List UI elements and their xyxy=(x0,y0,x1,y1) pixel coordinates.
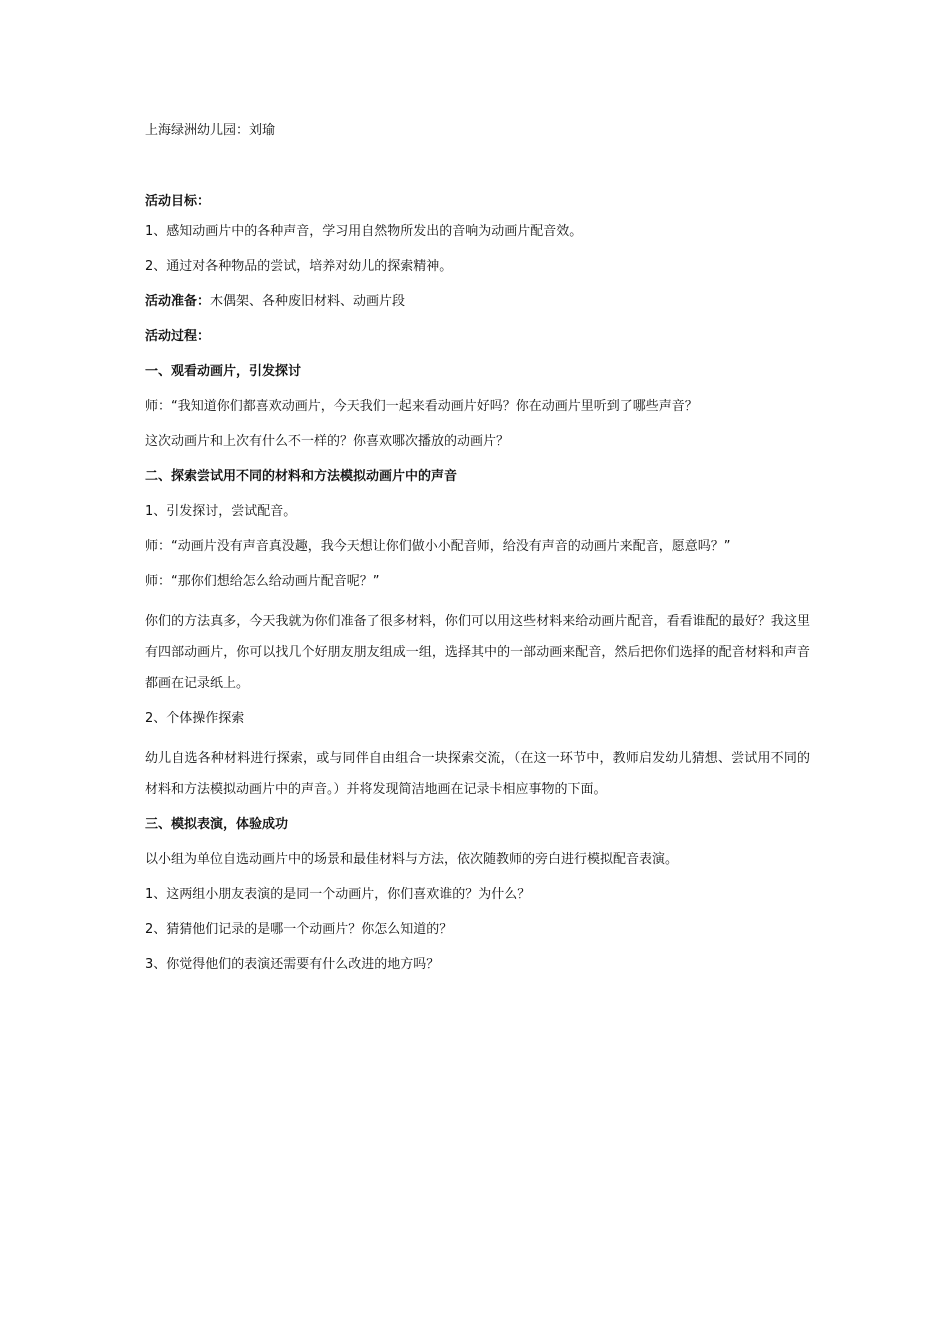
section-2-line-1: 师：“动画片没有声音真没趣，我今天想让你们做小小配音师，给没有声音的动画片来配音，愿意吗？” xyxy=(145,539,731,554)
section-3-title: 三、模拟表演，体验成功 xyxy=(145,817,289,832)
goal-1: 1、感知动画片中的各种声音，学习用自然物所发出的音响为动画片配音效。 xyxy=(145,224,583,239)
goals-heading: 活动目标： xyxy=(145,194,211,209)
section-3-question-2: 2、猜猜他们记录的是哪一个动画片？你怎么知道的？ xyxy=(145,922,453,937)
preparation-text: 木偶架、各种废旧材料、动画片段 xyxy=(210,294,406,309)
section-2-paragraph-2: 幼儿自选各种材料进行探索，或与同伴自由组合一块探索交流，（在这一环节中，教师启发幼儿猜想、尝试用不同的材料和方法模拟动画片中的声音。）并将发现简洁地画在记录卡相应事物的下面。 xyxy=(145,751,810,797)
section-2-title: 二、探索尝试用不同的材料和方法模拟动画片中的声音 xyxy=(145,469,458,484)
section-3-question-3: 3、你觉得他们的表演还需要有什么改进的地方吗？ xyxy=(145,957,440,972)
author-line: 上海绿洲幼儿园：刘瑜 xyxy=(145,123,276,138)
section-1-title: 一、观看动画片，引发探讨 xyxy=(145,364,302,379)
preparation-line xyxy=(145,291,810,312)
section-3-intro: 以小组为单位自选动画片中的场景和最佳材料与方法，依次随教师的旁白进行模拟配音表演。 xyxy=(145,852,679,867)
section-2-line-2: 师：“那你们想给怎么给动画片配音呢？” xyxy=(145,574,380,589)
section-2-sub-1: 1、引发探讨，尝试配音。 xyxy=(145,504,297,519)
section-1-line-2: 这次动画片和上次有什么不一样的？你喜欢哪次播放的动画片？ xyxy=(145,434,510,449)
process-heading: 活动过程： xyxy=(145,329,211,344)
section-1-line-1: 师：“我知道你们都喜欢动画片，今天我们一起来看动画片好吗？你在动画片里听到了哪些声音？ xyxy=(145,399,698,414)
preparation-label: 活动准备： xyxy=(145,294,211,309)
document-body xyxy=(145,120,810,989)
goal-2: 2、通过对各种物品的尝试，培养对幼儿的探索精神。 xyxy=(145,259,453,274)
section-2-sub-2: 2、个体操作探索 xyxy=(145,711,245,726)
section-2-paragraph-1: 你们的方法真多，今天我就为你们准备了很多材料，你们可以用这些材料来给动画片配音，看看谁配的最好？我这里有四部动画片，你可以找几个好朋友朋友组成一组，选择其中的一部动画来配音，然后把你们选择的配音材料和声音都画在记录纸上。 xyxy=(145,614,810,691)
section-3-question-1: 1、这两组小朋友表演的是同一个动画片，你们喜欢谁的？为什么？ xyxy=(145,887,531,902)
